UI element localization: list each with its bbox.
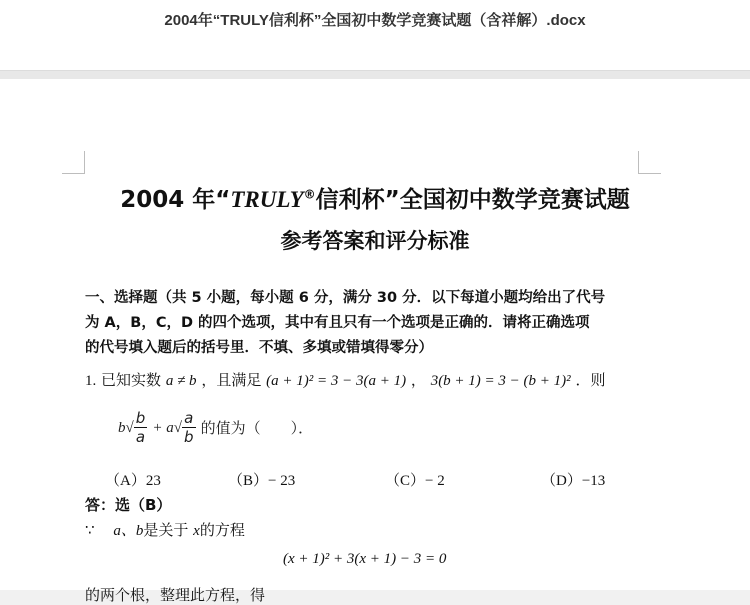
frac2-denominator: b xyxy=(183,428,194,446)
registered-mark: ® xyxy=(303,187,316,202)
equation-2: 3(b + 1) = 3 − (b + 1)² xyxy=(430,373,571,389)
section-heading-line-1: 一、选择题（共 5 小题，每小题 6 分，满分 30 分．以下每道小题均给出了代号 xyxy=(85,290,606,306)
title-suffix: 信利杯”全国初中数学竞赛试题 xyxy=(315,187,630,213)
document-page[interactable] xyxy=(0,79,750,604)
sqrt-sign-1: √ xyxy=(125,420,134,436)
fraction-b-over-a xyxy=(134,409,148,446)
truncated-line: 的两个根，整理此方程，得 xyxy=(85,586,266,604)
document-file-name: 2004年“TRULY信利杯”全国初中数学竞赛试题（含祥解）.docx xyxy=(164,12,586,29)
section-heading-line-3: 的代号填入题后的括号里．不填、多填或错填得零分） xyxy=(85,340,433,356)
sqrt-sign-2: √ xyxy=(173,420,182,436)
expr-plus-a: + a xyxy=(152,420,174,436)
because-symbol: ∵ xyxy=(85,521,95,539)
option-d: （D）−13 xyxy=(541,473,606,489)
equation-1: (a + 1)² = 3 − 3(a + 1) xyxy=(266,373,407,389)
quadratic-equation: (x + 1)² + 3(x + 1) − 3 = 0 xyxy=(283,551,447,567)
page-margin-corner-right xyxy=(638,151,661,174)
page-margin-corner-left xyxy=(62,151,85,174)
toolbar-divider xyxy=(0,70,750,79)
question-text-b: ，且满足 xyxy=(201,371,262,389)
title-bar xyxy=(0,0,750,70)
frac1-numerator: b xyxy=(135,409,146,427)
because-text: 是关于 xyxy=(143,521,189,539)
option-c: （C）− 2 xyxy=(385,473,445,489)
document-subtitle: 参考答案和评分标准 xyxy=(280,229,470,253)
separator: ， xyxy=(410,371,426,389)
section-heading-line-2: 为 A，B，C，D 的四个选项，其中有且只有一个选项是正确的．请将正确选项 xyxy=(85,315,590,331)
because-x: x xyxy=(193,523,200,539)
because-tail: 的方程 xyxy=(199,521,245,539)
frac2-numerator: a xyxy=(182,409,196,428)
answer-line: 答：选（B） xyxy=(85,496,172,514)
title-brand: TRULY xyxy=(230,187,304,212)
fraction-a-over-b xyxy=(182,409,196,446)
option-a: （A）23 xyxy=(105,473,161,489)
because-vars: a、b xyxy=(113,523,144,539)
title-prefix: 2004 年“ xyxy=(120,187,231,213)
expr-b: b xyxy=(118,420,126,436)
because-line xyxy=(85,519,245,540)
expr-tail: 的值为（ ）． xyxy=(200,419,314,437)
option-b: （B）− 23 xyxy=(228,473,296,489)
question-text-a: 已知实数 xyxy=(101,371,162,389)
document-title xyxy=(0,181,750,214)
question-1-stem xyxy=(85,369,605,390)
frac1-denominator: a xyxy=(135,428,146,446)
condition-a-neq-b: a ≠ b xyxy=(165,373,197,389)
question-number: 1. xyxy=(85,373,97,389)
question-text-c: ．则 xyxy=(575,371,606,389)
question-1-expression xyxy=(118,409,313,457)
